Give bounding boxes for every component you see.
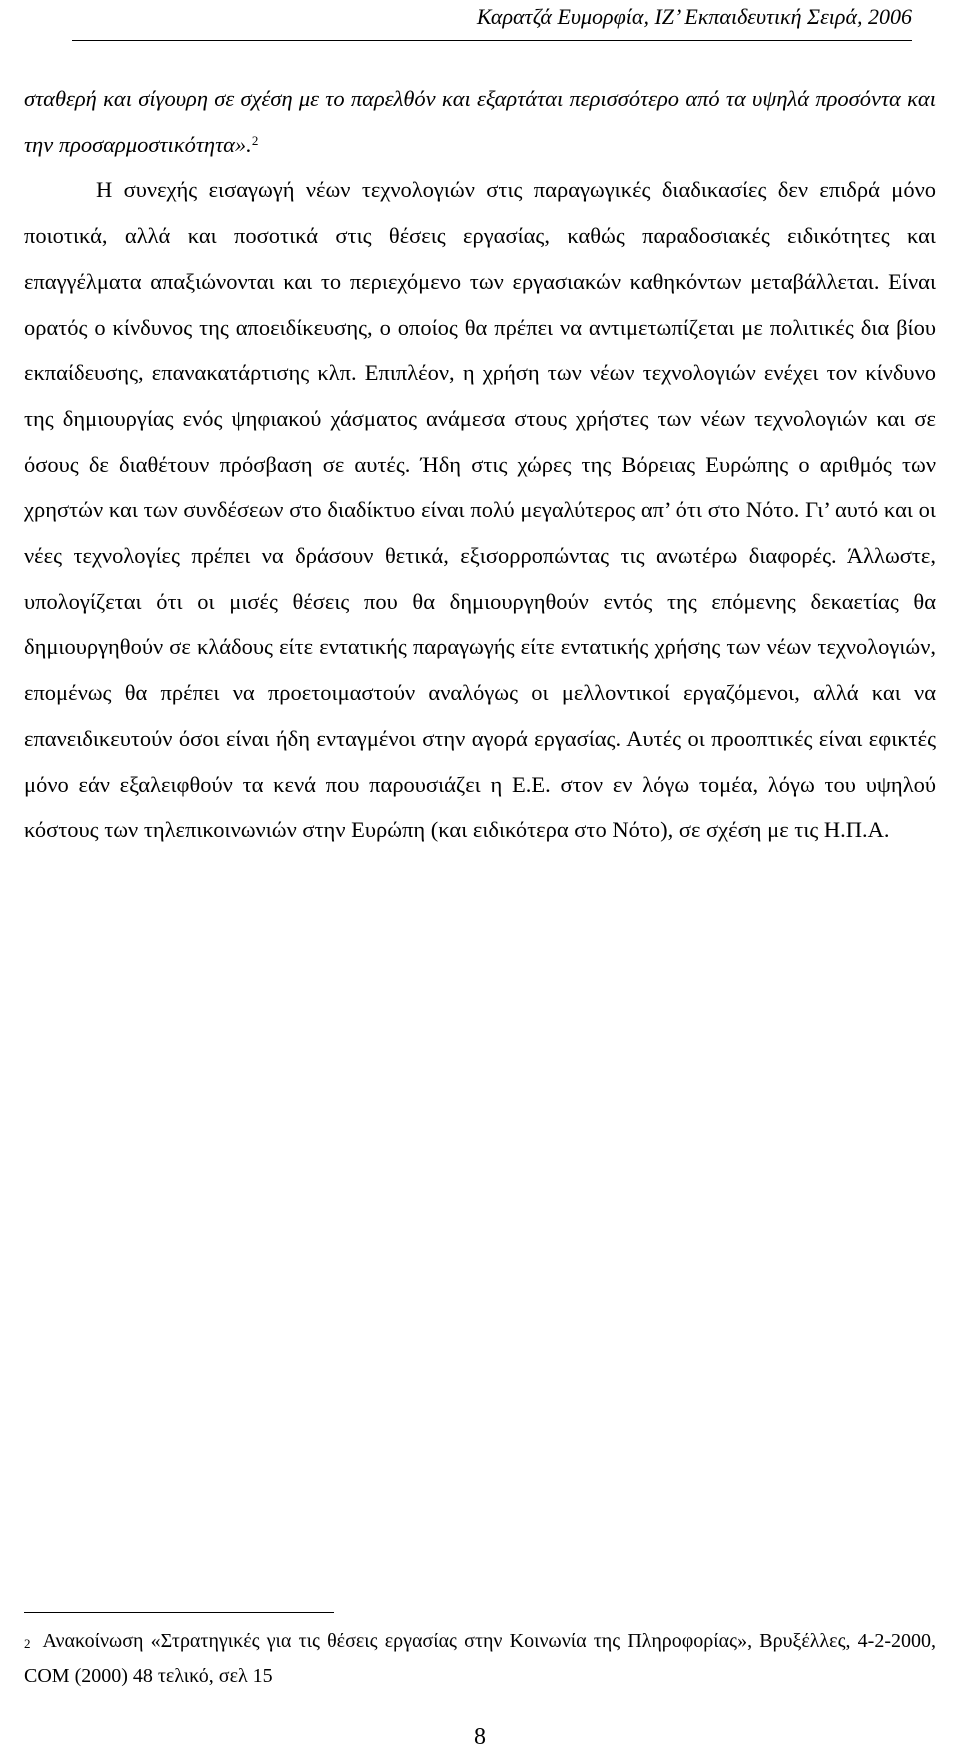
footnote-number: 2 [24,1636,31,1651]
intro-paragraph [24,76,936,167]
running-header-title: Καρατζά Ευμορφία, ΙΖ’ Εκπαιδευτική Σειρά, 2006 [476,4,912,29]
intro-text: σταθερή και σίγουρη σε σχέση με το παρελθόν και εξαρτάται περισσότερο από τα υψηλά προσόντα και την προσαρμοστικότητα». [24,86,936,157]
running-header [72,0,912,41]
footnote-text: Ανακοίνωση «Στρατηγικές για τις θέσεις εργασίας στην Κοινωνία της Πληροφορίας», Βρυξέλλες, 4-2-2000, COM (2000) 48 τελικό, σελ 15 [24,1630,936,1687]
body-paragraph: Η συνεχής εισαγωγή νέων τεχνολογιών στις παραγωγικές διαδικασίες δεν επιδρά μόνο ποιοτικά, αλλά και ποσοτικά στις θέσεις εργασίας, καθώς παραδοσιακές ειδικότητες και επαγγέλματα απαξιώνονται και το περιεχόμενο των εργασιακών καθηκόντων μεταβάλλεται. Είναι ορατός ο κίνδυνος της αποειδίκευσης, ο οποίος θα πρέπει να αντιμετωπίζεται με πολιτικές δια βίου εκπαίδευσης, επανακατάρτισης κλπ. Επιπλέον, η χρήση των νέων τεχνολογιών ενέχει τον κίνδυνο της δημιουργίας ενός ψηφιακού χάσματος ανάμεσα στους χρήστες των νέων τεχνολογιών και σε όσους δε διαθέτουν πρόσβαση σε αυτές. Ήδη στις χώρες της Βόρειας Ευρώπης ο αριθμός των χρηστών και των συνδέσεων στο διαδίκτυο είναι πολύ μεγαλύτερος απ’ ότι στο Νότο. Γι’ αυτό και οι νέες τεχνολογίες πρέπει να δράσουν θετικά, εξισορροπώντας τις ανωτέρω διαφορές. Άλλωστε, υπολογίζεται ότι οι μισές θέσεις που θα δημιουργηθούν εντός της επόμενης δεκαετίας θα δημιουργηθούν σε κλάδους είτε εντατικής παραγωγής είτε εντατικής χρήσης των νέων τεχνολογιών, επομένως θα πρέπει να προετοιμαστούν αναλόγως οι μελλοντικοί εργαζόμενοι, αλλά και να επανειδικευτούν όσοι είναι ήδη ενταγμένοι στην αγορά εργασίας. Αυτές οι προοπτικές είναι εφικτές μόνο εάν εξαλειφθούν τα κενά που παρουσιάζει η Ε.Ε. στον εν λόγω τομέα, λόγω του υψηλού κόστους των τηλεπικοινωνιών στην Ευρώπη (και ειδικότερα στο Νότο), σε σχέση με τις Η.Π.Α. [24,177,936,843]
footnote-separator [24,1612,334,1613]
page-number: 8 [474,1724,486,1750]
footnote-reference[interactable]: 2 [251,132,259,148]
main-text [24,76,936,853]
footnote [24,1624,936,1694]
